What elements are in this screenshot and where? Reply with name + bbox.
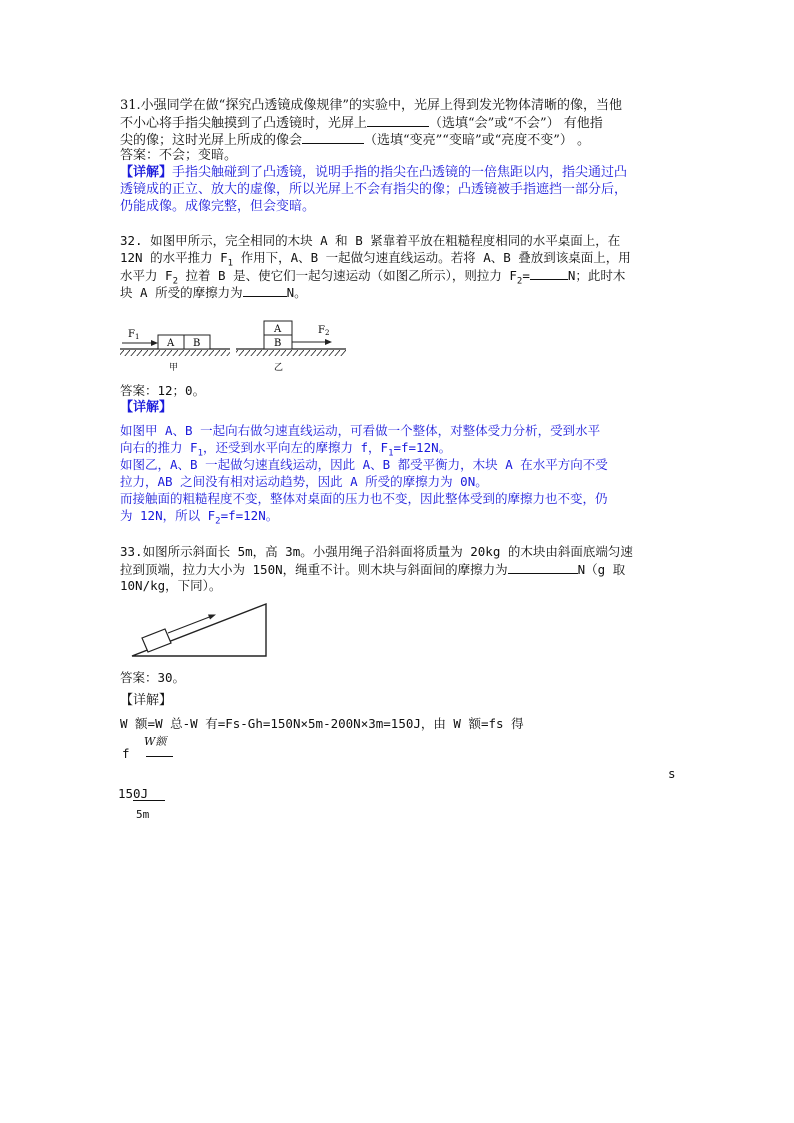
q31-line-2: 不小心将手指尖触摸到了凸透镜时，光屏上 （选填“会”或“不会”） 有他指 [120,116,603,131]
q31-blank-1 [367,114,429,127]
q32-line-1: 32. 如图甲所示，完全相同的木块 A 和 B 紧靠着平放在粗糙程度相同的水平桌面上，在 [120,233,621,248]
formula-frac2-bar [133,800,165,801]
formula-frac2-numerator: 150J [118,786,149,801]
f2-label: $F_2$ [318,325,330,337]
q33-detail-tag: 【详解】 [120,693,173,708]
q32-line-4: 块 A 所受的摩擦力为 N。 [120,285,307,300]
q32-detail-2: 向右的推力 $F_1$，还受到水平向左的摩擦力 f，$F_1=f=12N$。 [120,440,452,459]
q33-line-3: 10N/kg，下同）。 [120,578,222,593]
caption-right: 乙 [274,363,284,373]
q32-blank-1 [530,267,568,280]
formula-s-label: s [668,766,676,781]
q32-line-3: 水平力 $F_2$ 拉着 B 是、使它们一起匀速运动（如图乙所示），则拉力 $F_2= N$；此时木 [120,268,626,287]
q31-line-1: 31.小强同学在做“探究凸透镜成像规律”的实验中，光屏上得到发光物体清晰的像，当他 [120,98,622,113]
q31-detail-2: 透镜成的正立、放大的虚像，所以光屏上不会有指尖的像；凸透镜被手指遮挡一部分后， [120,182,628,197]
q33-incline-figure [130,600,270,660]
block-a-left-label: A [167,338,175,349]
f1-arrow-head [151,340,158,346]
q32-detail-4: 拉力，AB 之间没有相对运动趋势，因此 A 所受的摩擦力为 0N。 [120,474,488,489]
f2-arrow-head [325,339,332,345]
q32-detail-3: 如图乙，A、B 一起做匀速直线运动，因此 A、B 都受平衡力，木块 A 在水平方向不受 [120,457,608,472]
q33-answer: 答案：30。 [120,670,186,685]
q32-detail-1: 如图甲 A、B 一起向右做匀速直线运动，可看做一个整体，对整体受力分析，受到水平 [120,423,601,438]
caption-left: 甲 [169,363,179,373]
rope-arrow-head [208,615,216,620]
formula-f-label: f [122,746,130,761]
q31-blank-2 [302,131,364,144]
q32-figure [118,318,350,374]
q32-answer: 答案：12；0。 [120,383,206,398]
q33-line-1: 33.如图所示斜面长 5m，高 3m。小强用绳子沿斜面将质量为 20kg 的木块由斜面底端匀速 [120,544,633,559]
q32-blank-2 [243,284,287,297]
q33-detail-1: W 额=W 总-W 有=Fs-Gh=150N×5m-200N×3m=150J，由 W 额=fs 得 [120,716,524,731]
ground-left-hatch [120,349,230,356]
q32-detail-5: 而接触面的粗糙程度不变，整体对桌面的压力也不变，因此整体受到的摩擦力也不变，仍 [120,491,608,506]
q31-line-3: 尖的像；这时光屏上所成的像会 （选填“变亮”“变暗”或“亮度不变”） 。 [120,133,591,148]
q31-answer: 答案：不会；变暗。 [120,148,238,163]
formula-frac1-bar [146,756,173,757]
q31-detail-tag: 【详解】 [120,165,173,180]
q32-detail-6: 为 12N，所以 $F_2=f=12N$。 [120,508,279,527]
q32-line-2: 12N 的水平推力 $F_1$ 作用下，A、B 一起做匀速直线运动。若将 A、B 叠放到该桌面上，用 [120,250,631,269]
block-b-left-label: B [193,338,201,349]
f1-label: $F_1$ [128,329,140,341]
block-a-right-label: A [274,324,282,335]
q33-line-2: 拉到顶端，拉力大小为 150N，绳重不计。则木块与斜面间的摩擦力为 N（g 取 [120,562,626,577]
q31-detail-3: 仍能成像。成像完整，但会变暗。 [120,199,316,214]
block-b-right-label: B [274,338,282,349]
q32-detail-tag: 【详解】 [120,400,173,415]
formula-frac1-numerator: W额 [144,735,167,748]
ground-right-hatch [236,349,346,356]
formula-frac2-denominator: 5m [136,808,150,821]
q31-detail-1: 【详解】手指尖触碰到了凸透镜，说明手指的指尖在凸透镜的一倍焦距以内，指尖通过凸 [120,165,628,180]
q33-blank [508,561,578,574]
